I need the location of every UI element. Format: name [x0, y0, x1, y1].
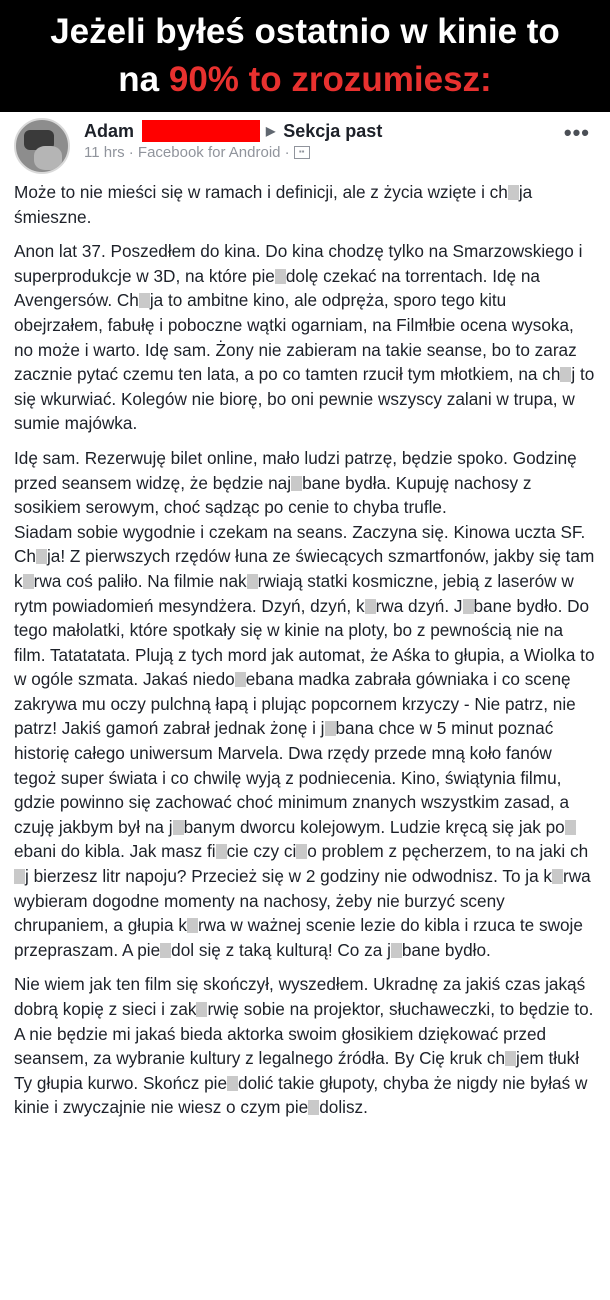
header-line-1: Jeżeli byłeś ostatnio w kinie to — [50, 12, 560, 51]
post-paragraph: Nie wiem jak ten film się skończył, wyszedłem. Ukradnę za jakiś czas jakąś dobrą kopię z sieci i zak rwię sobie na projektor, słuchaweczki, to będzie to. A nie będzie mi jakaś bieda aktorka swoim głosikiem dziękować przed seansem, za wybranie kultury z legalnego źródła. By Cię kruk ch jem tłukł Ty głupia kurwo. Skończ pie dolić takie głupoty, chyba że nigdy nie byłaś w kinie i zwyczajnie nie wiesz o czym pie dolisz. — [14, 974, 594, 1118]
redacted-surname — [142, 120, 260, 142]
post-paragraph: Może to nie mieści się w ramach i definicji, ale z życia wzięte i ch ja śmieszne. — [14, 182, 533, 227]
censor-mark — [552, 869, 563, 884]
censor-mark — [463, 599, 474, 614]
post-body — [14, 180, 596, 1120]
censor-mark — [160, 943, 171, 958]
censor-mark — [227, 1076, 238, 1091]
censor-mark — [275, 269, 286, 284]
censor-mark — [14, 869, 25, 884]
post-meta-text[interactable]: 11 hrs · Facebook for Android · — [84, 144, 290, 161]
censor-mark — [505, 1051, 516, 1066]
censor-mark — [247, 574, 258, 589]
censor-mark — [391, 943, 402, 958]
censor-mark — [139, 293, 150, 308]
post-meta — [84, 144, 310, 161]
censor-mark — [235, 672, 246, 687]
censor-mark — [36, 549, 47, 564]
group-name[interactable]: Sekcja past — [283, 120, 383, 141]
censor-mark — [173, 820, 184, 835]
arrow-right-icon: ▶ — [266, 124, 276, 138]
censor-mark — [560, 367, 571, 382]
meme-header — [0, 0, 610, 112]
post-paragraph: Idę sam. Rezerwuję bilet online, mało ludzi patrzę, będzie spoko. Godzinę przed seansem widzę, że będzie naj bane bydła. Kupuję nachosy z sosikiem serowym, choć sądząc po cenie to chyba trufle. Siadam sobie wygodnie i czekam na seans. Zaczyna się. Kinowa uczta SF. Ch ja! Z pierwszych rzędów łuna ze świecących szmartfonów, jakby się tam k rwa coś paliło. Na filmie nak rwiają statki kosmiczne, jebią z laserów w rytm powiadomień mesyndżera. Dzyń, dzyń, k rwa dzyń. J bane bydło. Do tego małolatki, które spotkały się w kinie na ploty, bo z pewnością nie na film. Tatatatata. Plują z tych mord jak automat, że Aśka to głupia, a Wiolka to w ogóle szmata. Jakaś niedo ebana madka zabrała gówniaka i co scenę zakrywa mu oczy pulchną łapą i plując popcornem krzyczy - Nie patrz, nie patrz! Jakiś gamoń zabrał jednak żonę i j bana chce w 5 minut poznać historię całego uniwersum Marvela. Dwa rzędy przede mną koło fanów tegoż super świata i co chwilę wyją z podniecenia. Kino, świątynia filmu, gdzie powinno się zachować choć minimum znanych wszystkim zasad, a czuję jakbym był na j banym dworcu kolejowym. Ludzie kręcą się jak poebani do kibla. Jak masz fi cie czy ci o problem z pęcherzem, to na jaki chj bierzesz litr napoju? Przecież się w 2 godziny nie odwodnisz. To ja k rwa wybieram dogodne momenty na nachosy, żeby nie burzyć sceny chrupaniem, a głupia k rwa w ważnej scenie lezie do kibla i rzuca te swoje przepraszam. A pie dol się z taką kulturą! Co za j bane bydło. — [14, 447, 595, 960]
censor-mark — [291, 476, 302, 491]
author-name[interactable]: Adam — [84, 120, 135, 141]
censor-mark — [565, 820, 576, 835]
header-line-2-prefix: na — [118, 60, 160, 99]
audience-icon: ▪▪ — [294, 146, 310, 159]
censor-mark — [216, 844, 227, 859]
censor-mark — [365, 599, 376, 614]
censor-mark — [187, 918, 198, 933]
censor-mark — [23, 574, 34, 589]
censor-mark — [308, 1100, 319, 1115]
censor-mark — [508, 185, 519, 200]
more-options-icon[interactable]: ••• — [563, 120, 590, 145]
post-paragraph: Anon lat 37. Poszedłem do kina. Do kina chodzę tylko na Smarzowskiego i superprodukcje w 3D, na które pie dolę czekać na torrentach. Idę na Avengersów. Ch ja to ambitne kino, ale odpręża, sporo tego kitu obejrzałem, fabułę i poboczne wątki ogarniam, na Filmłbie ocena wysoka, no może i warto. Idę sam. Żony nie zabieram na takie seanse, bo to zaraz zacznie pytać czemu ten lata, a po co tamten rzucił tym młotkiem, na ch j to się wkurwiać. Kolegów nie biorę, bo oni pewnie wszyscy zalani w trupa, w sumie majówka. — [14, 241, 595, 434]
censor-mark — [196, 1002, 207, 1017]
header-highlight: 90% to zrozumiesz: — [168, 60, 492, 99]
censor-mark — [325, 721, 336, 736]
avatar[interactable] — [14, 118, 70, 174]
header-line-2 — [0, 56, 610, 104]
post-author-row — [84, 118, 382, 144]
facebook-post — [0, 112, 610, 1300]
censor-mark — [296, 844, 307, 859]
